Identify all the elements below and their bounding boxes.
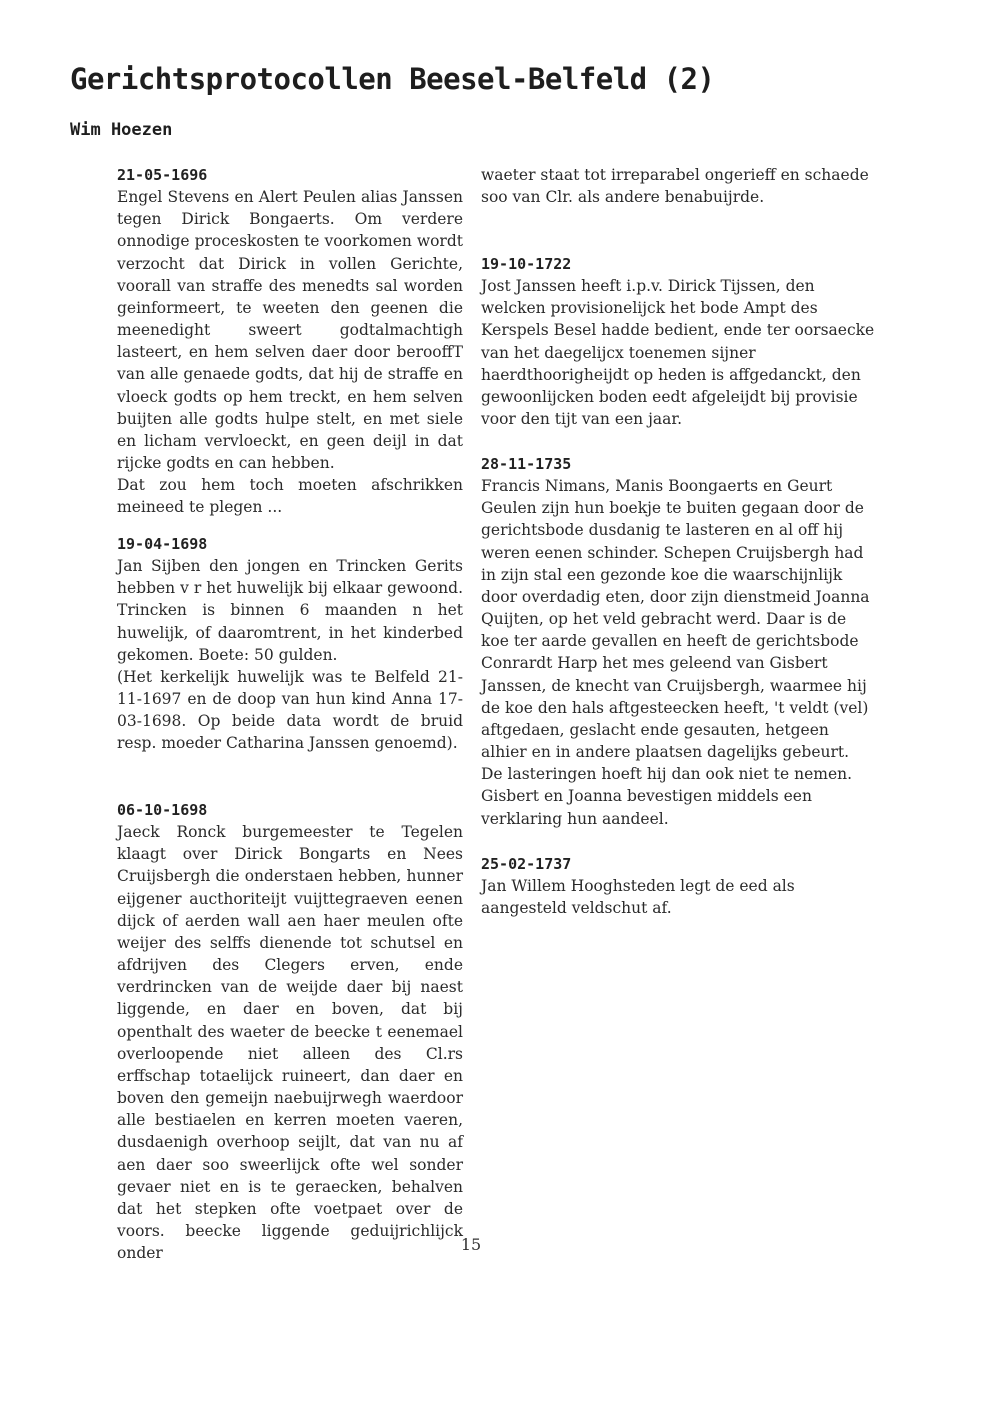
entry-1735-11-28 bbox=[481, 453, 875, 853]
entry-paragraph: Jan Willem Hooghsteden legt de eed als aangesteld veldschut af. bbox=[481, 877, 795, 918]
author-name: Wim Hoezen bbox=[70, 120, 173, 140]
entry-paragraph: waeter staat tot irreparabel ongerieff en schaede soo van Clr. als andere benabuijrde. bbox=[481, 166, 869, 207]
entry-date: 19-10-1722 bbox=[481, 255, 572, 273]
entry-paragraph: Jost Janssen heeft i.p.v. Dirick Tijssen, den welcken provisionelijck het bode Ampt des Kerspels Besel hadde bedient, ende ter oorsaecke van het daegelijcx toenemen sijner haerdthoorigheijdt op heden is affgedanckt, den gewoonlijcken boden eedt afgeleijdt bij provisie voor den tijt van een jaar. bbox=[481, 277, 875, 429]
entry-1696-05-21 bbox=[117, 164, 463, 533]
entry-date: 28-11-1735 bbox=[481, 455, 572, 473]
page-number: 15 bbox=[460, 1235, 482, 1254]
entry-1698-04-19 bbox=[117, 533, 463, 799]
entry-paragraph: Francis Nimans, Manis Boongaerts en Geurt Geulen zijn hun boekje te buiten gegaan door de gerichtsbode dusdanig te lasteren en al off hij weren eenen schinder. Schepen Cruijsbergh had in zijn stal een gezonde koe die waarschijnlijk door overdadig eten, door zijn dienstmeid Joanna Quijten, op het veld gebracht werd. Daar is de koe ter aarde gevallen en heeft de gerichtsbode Conrardt Harp het mes geleend van Gisbert Janssen, de knecht van Cruijsbergh, waarmee hij de koe den hals aftgesteecken heeft, 't veldt (vel) aftgedaen, geslacht ende gesauten, hetgeen alhier en in andere plaatsen dagelijks gebeurt. De lasteringen hoeft hij dan ook niet te nemen. Gisbert en Joanna bevestigen middels een verklaring hun aandeel. bbox=[481, 477, 870, 828]
entry-1698-10-06 bbox=[117, 799, 463, 1264]
page-title: Gerichtsprotocollen Beesel-Belfeld (2) bbox=[70, 62, 715, 96]
entry-paragraph: Engel Stevens en Alert Peulen alias Janssen tegen Dirick Bongaerts. Om verdere onnodige proceskosten te voorkomen wordt verzocht dat Dirick in vollen Gerichte, voorall van straffe des menedts sal worden geinformeert, te weeten den geenen die meenedight sweert godtalmachtigh lasteert, en hem selven daer door berooffT van alle genaede godts, dat hij de straffe en vloeck godts op hem treckt, en hem selven buijten alle godts hulpe stelt, en met siele en licham vervloeckt, en geen deijl in dat rijcke godts en can hebben. bbox=[117, 188, 463, 473]
entry-date: 19-04-1698 bbox=[117, 535, 208, 553]
entry-paragraph: Jaeck Ronck burgemeester te Tegelen klaagt over Dirick Bongarts en Nees Cruijsbergh die onderstaen hebben, hunner eijgener aucthoriteijt vuijttegraeven eenen dijck of aerden wall aen haer meulen ofte weijer des selffs dienende tot schutsel en afdrijven des Clegers erven, ende verdrincken van de weijde daer bij naest liggende, en daer en boven, dat bij openthalt des waeter de beecke t eenemael overloopende niet alleen des Cl.rs erffschap totaelijck ruineert, dan daer en boven den gemeijn naebuijrwegh waerdoor alle bestiaelen en kerren moeten vaeren, dusdaenigh overhoop seijlt, dat van nu af aen daer soo sweerlijck ofte wel sonder gevaer niet en is te geraecken, behalven dat het stepken ofte voetpaet over de voors. beecke liggende geduijrichlijck onder bbox=[117, 823, 463, 1263]
entry-date: 06-10-1698 bbox=[117, 801, 208, 819]
left-column bbox=[117, 164, 463, 1264]
entry-date: 25-02-1737 bbox=[481, 855, 572, 873]
entry-paragraph: Dat zou hem toch moeten afschrikken meineed te plegen ... bbox=[117, 476, 463, 517]
entry-1722-10-19 bbox=[481, 253, 875, 453]
entry-date: 21-05-1696 bbox=[117, 166, 208, 184]
right-column bbox=[481, 164, 875, 919]
entry-1737-02-25 bbox=[481, 853, 875, 919]
entry-continuation bbox=[481, 164, 875, 253]
entry-paragraph: (Het kerkelijk huwelijk was te Belfeld 21-11-1697 en de doop van hun kind Anna 17-03-1698. Op beide data wordt de bruid resp. moeder Catharina Janssen genoemd). bbox=[117, 667, 463, 753]
entry-paragraph: Jan Sijben den jongen en Trincken Gerits hebben v r het huwelijk bij elkaar gewoond. Trincken is binnen 6 maanden n het huwelijk, of daaromtrent, in het kinderbed gekomen. Boete: 50 gulden. bbox=[117, 557, 463, 664]
